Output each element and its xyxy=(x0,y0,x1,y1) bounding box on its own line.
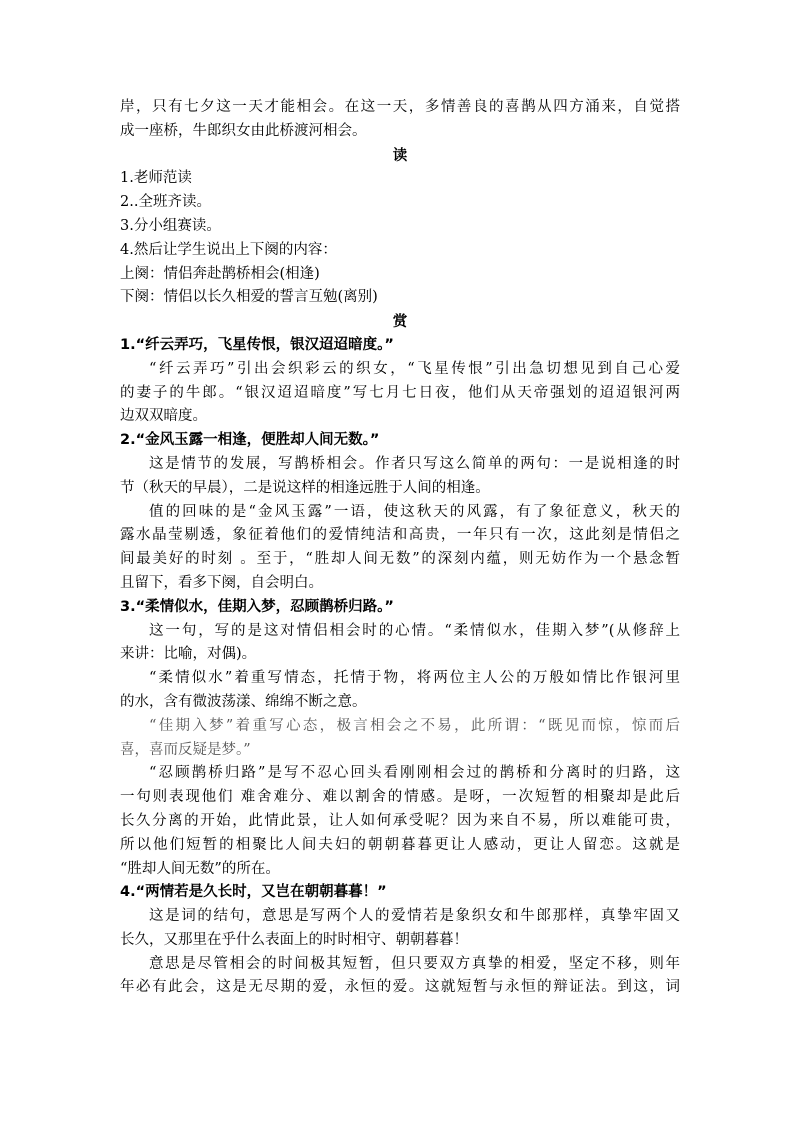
read-step: 4.然后让学生说出上下阕的内容： xyxy=(120,241,337,258)
paragraph-line: 长久分离的开始，此情此景，让人如何承受呢？因为来自不易，所以难能可贵， xyxy=(120,812,680,829)
paragraph-line: 的水，含有微波荡漾、绵绵不断之意。 xyxy=(120,693,367,710)
paragraph-line: 间最美好的时刻 。至于，“胜却人间无数”的深刻内蕴，则无妨作为一个悬念暂 xyxy=(120,551,680,568)
section-title-appreciate: 赏 xyxy=(392,313,408,331)
read-step: 2..全班齐读。 xyxy=(120,194,211,211)
section-title-read: 读 xyxy=(392,146,408,164)
paragraph-line: 这一句，写的是这对情侣相会时的心情。“柔情似水，佳期入梦”(从修辞上 xyxy=(149,622,680,639)
paragraph-line: 这是情节的发展，写鹊桥相会。作者只写这么简单的两句：一是说相逢的时 xyxy=(149,455,680,472)
read-step: 3.分小组赛读。 xyxy=(120,217,221,234)
intro-line: 岸，只有七夕这一天才能相会。在这一天，多情善良的喜鹊从四方涌来，自觉搭 xyxy=(120,99,680,115)
read-step: 上阕：情侣奔赴鹊桥相会(相逢) xyxy=(120,265,320,282)
paragraph-line: 节（秋天的早晨），二是说这样的相逢远胜于人间的相逢。 xyxy=(120,479,490,496)
document-page xyxy=(120,96,680,1000)
intro-line: 成一座桥，牛郎织女由此桥渡河相会。 xyxy=(120,122,367,139)
paragraph-line: “佳期入梦”着重写心态，极言相会之不易，此所谓：“既见而惊，惊而后 xyxy=(149,717,680,734)
paragraph-line: 来讲：比喻，对偶)。 xyxy=(120,646,257,663)
paragraph-line: 一句则表现他们 难舍难分、难以割舍的情感。是呀，一次短暂的相聚却是此后 xyxy=(120,789,680,806)
paragraph-line: “柔情似水”着重写情态，托情于物，将两位主人公的万般如情比作银河里 xyxy=(149,670,680,687)
paragraph-line: 意思是尽管相会的时间极其短暂，但只要双方真挚的相爱，坚定不移，则年 xyxy=(149,955,680,972)
paragraph-line: “纤云弄巧”引出会织彩云的织女，“飞星传恨”引出急切想见到自己心爱 xyxy=(149,360,680,377)
paragraph-line: 长久，又那里在乎什么表面上的时时相守、朝朝暮暮！ xyxy=(120,931,468,948)
paragraph-line: 且留下，看多下阕，自会明白。 xyxy=(120,574,323,591)
verse-heading-3: 3.“柔情似水，佳期入梦，忍顾鹊桥归路。” xyxy=(120,598,394,615)
verse-heading-4: 4.“两情若是久长时，又岂在朝朝暮暮！” xyxy=(120,884,387,901)
paragraph-line: 所以他们短暂的相聚比人间夫妇的朝朝暮暮更让人感动，更让人留恋。这就是 xyxy=(120,836,680,853)
paragraph-line: 露水晶莹剔透，象征着他们的爱情纯洁和高贵，一年只有一次，这此刻是情侣之 xyxy=(120,527,680,544)
paragraph-line: 这是词的结句，意思是写两个人的爱情若是象织女和牛郎那样，真挚牢固又 xyxy=(149,908,680,925)
verse-heading-2: 2.“金风玉露一相逢，便胜却人间无数。” xyxy=(120,432,380,449)
paragraph-line: 边双双暗度。 xyxy=(120,408,207,425)
verse-heading-1: 1.“纤云弄巧，飞星传恨，银汉迢迢暗度。” xyxy=(120,336,394,353)
read-step: 下阕：情侣以长久相爱的誓言互勉(离别) xyxy=(120,289,378,306)
paragraph-line: “忍顾鹊桥归路”是写不忍心回头看刚刚相会过的鹊桥和分离时的归路，这 xyxy=(149,765,680,782)
paragraph-line: 年必有此会，这是无尽期的爱，永恒的爱。这就短暂与永恒的辩证法。到这，词 xyxy=(120,979,680,996)
paragraph-line: 的妻子的牛郎。“银汉迢迢暗度”写七月七日夜，他们从天帝强划的迢迢银河两 xyxy=(120,384,680,401)
paragraph-line: 喜，喜而反疑是梦。” xyxy=(120,741,251,758)
paragraph-line: “胜却人间无数”的所在。 xyxy=(120,860,280,877)
paragraph-line: 值的回味的是“金风玉露”一语，使这秋天的风露，有了象征意义，秋天的 xyxy=(149,503,680,520)
read-step: 1.老师范读 xyxy=(120,170,192,187)
